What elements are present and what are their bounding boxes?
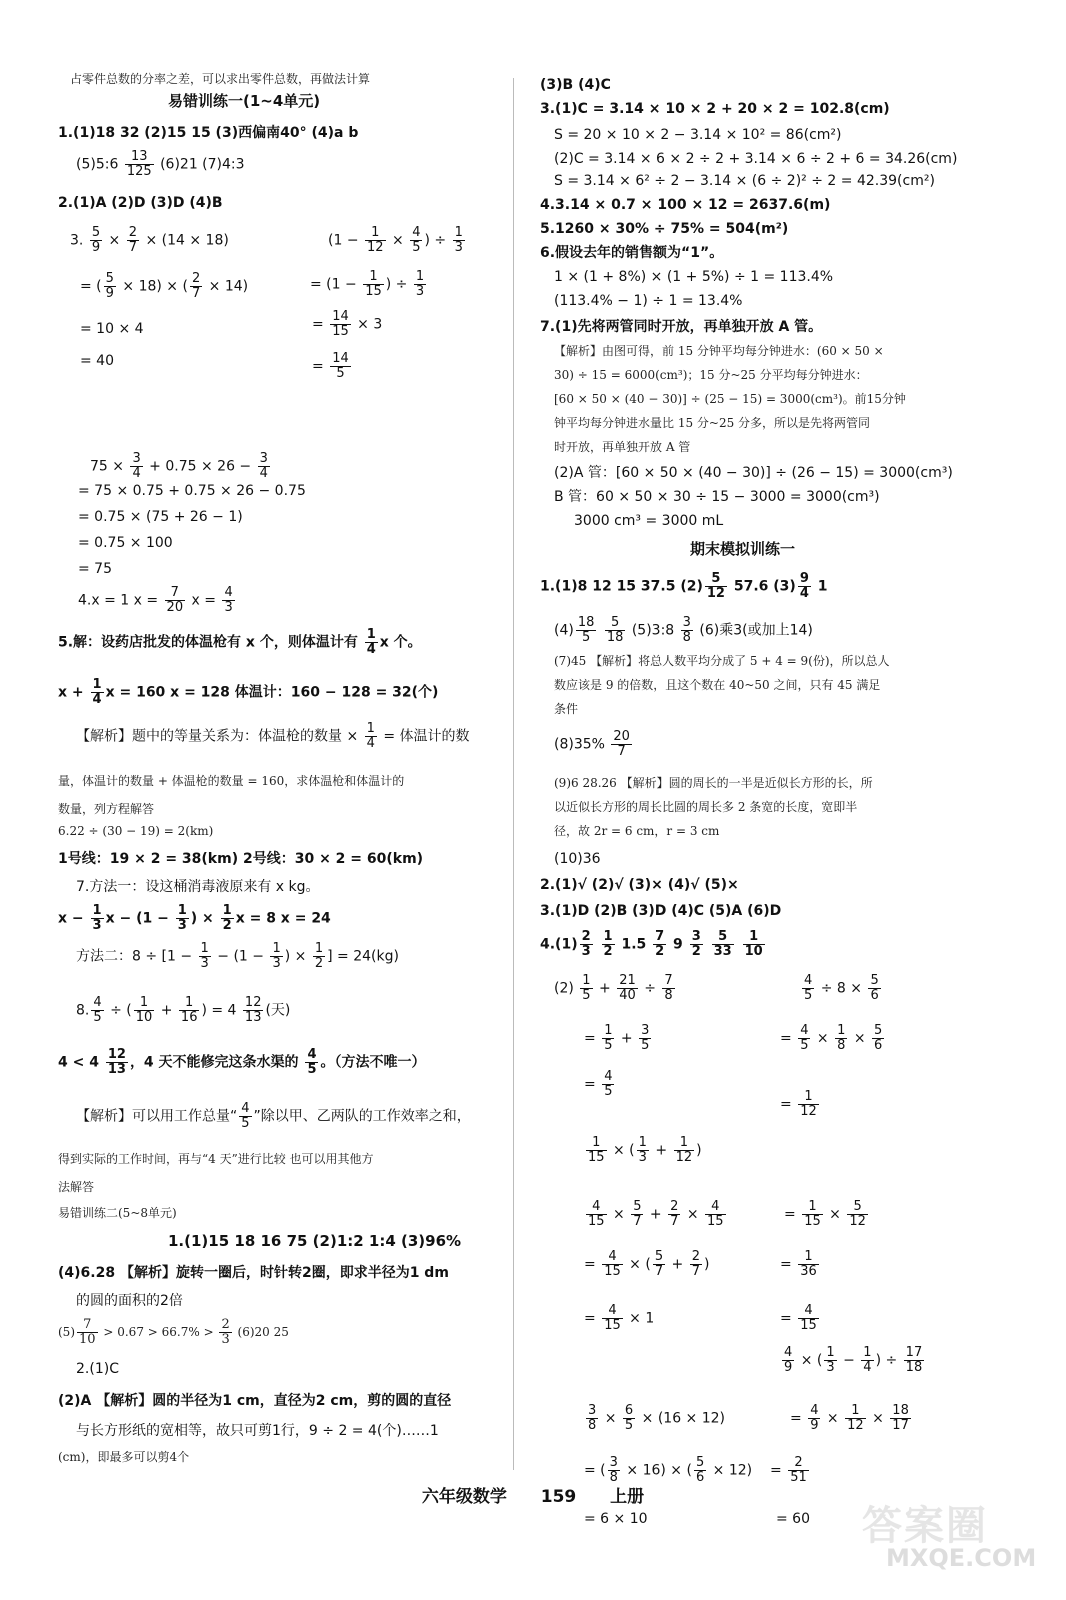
fraction: $\frac{2}{3}$: [581, 929, 591, 959]
fraction: $\frac{1}{15}$: [804, 1199, 821, 1229]
fraction: $\frac{1}{3}$: [92, 903, 102, 933]
left-line: 4 < 4 $\frac{12}{13}$ ，4 天不能修完这条水渠的 $\frac{4}{5}$ 。（方法不唯一）: [58, 1047, 426, 1077]
left-line: (cm)，即最多可以剪4个: [58, 1450, 190, 1464]
fraction: $\frac{2}{7}$: [670, 1199, 679, 1229]
left-line: 方法二：8 ÷ [1 − $\frac{1}{3}$ − (1 − $\frac{1}{3}$ ) × $\frac{1}{2}$ ] = 24(kg): [76, 941, 399, 971]
fraction: $\frac{1}{3}$: [177, 903, 187, 933]
right-line: 2.(1)√ (2)√ (3)× (4)√ (5)×: [540, 877, 739, 893]
right-line: = $\frac{4}{15}$ × 1: [584, 1303, 655, 1333]
left-line: 4.x = 1 x = $\frac{7}{20}$ x = $\frac{4}{3}$: [78, 585, 233, 615]
right-line: = $\frac{1}{12}$: [780, 1089, 817, 1119]
right-line: 6.假设去年的销售额为“1”。: [540, 245, 724, 261]
right-line: $\frac{1}{15}$ × ( $\frac{1}{3}$ + $\frac{1}{12}$ ): [588, 1135, 702, 1165]
left-line: = 0.75 × 100: [78, 535, 173, 551]
fraction: $\frac{4}{15}$: [604, 1303, 621, 1333]
right-line: = 60: [776, 1511, 810, 1527]
left-line: 1.(1)18 32 (2)15 15 (3)西偏南40° (4)a b: [58, 125, 359, 141]
left-line: 得到实际的工作时间，再与“4 天”进行比较 也可以用其他方: [58, 1152, 374, 1166]
right-line: = $\frac{4}{5}$ × $\frac{1}{8}$ × $\frac{5}{6}$: [780, 1023, 883, 1053]
fraction: $\frac{4}{9}$: [784, 1345, 793, 1375]
fraction: $\frac{2}{51}$: [790, 1455, 807, 1485]
right-line: = ( $\frac{3}{8}$ × 16) × ( $\frac{5}{6}$ × 12): [584, 1455, 753, 1485]
fraction: $\frac{1}{12}$: [800, 1089, 817, 1119]
fraction: $\frac{5}{33}$: [713, 929, 732, 959]
left-line: 易错训练一(1~4单元): [168, 92, 321, 110]
right-line: = $\frac{4}{15}$ × ( $\frac{5}{7}$ + $\frac{2}{7}$ ): [584, 1249, 710, 1279]
fraction: $\frac{5}{6}$: [695, 1455, 705, 1485]
fraction: $\frac{1}{36}$: [800, 1249, 817, 1279]
right-line: (113.4% − 1) ÷ 1 = 13.4%: [554, 293, 743, 309]
fraction: $\frac{5}{7}$: [654, 1249, 664, 1279]
left-line: = 10 × 4: [80, 321, 144, 337]
fraction: $\frac{1}{2}$: [314, 941, 324, 971]
left-line: (1 − $\frac{1}{12}$ × $\frac{4}{5}$ ) ÷ $\frac{1}{3}$: [328, 225, 463, 255]
fraction: $\frac{1}{5}$: [604, 1023, 613, 1053]
watermark-logo: [862, 1494, 1058, 1594]
fraction: $\frac{1}{12}$: [847, 1403, 864, 1433]
right-line: 7.(1)先将两管同时开放，再单独开放 A 管。: [540, 319, 823, 335]
left-line: 量，体温计的数量 + 体温枪的数量 = 160，求体温枪和体温计的: [58, 774, 405, 788]
fraction: $\frac{1}{10}$: [135, 995, 153, 1025]
fraction: $\frac{4}{15}$: [588, 1199, 605, 1229]
fraction: $\frac{5}{7}$: [633, 1199, 642, 1229]
fraction: $\frac{3}{8}$: [588, 1403, 597, 1433]
fraction: $\frac{4}{5}$: [307, 1047, 317, 1077]
right-line: 30) ÷ 15 = 6000(cm³)；15 分~25 分平均每分钟进水：: [554, 368, 868, 382]
left-line: = 0.75 × (75 + 26 − 1): [78, 509, 243, 525]
fraction: $\frac{5}{18}$: [606, 615, 624, 645]
right-line: $\frac{3}{8}$ × $\frac{6}{5}$ × (16 × 12): [588, 1403, 726, 1433]
left-line: 6.22 ÷ (30 − 19) = 2(km): [58, 824, 214, 838]
fraction: $\frac{4}{5}$: [800, 1023, 809, 1053]
right-line: (2)C = 3.14 × 6 × 2 ÷ 2 + 3.14 × 6 ÷ 2 + 6 = 34.26(cm): [554, 151, 958, 167]
right-line: (7)45 【解析】将总人数平均分成了 5 + 4 = 9(份)，所以总人: [554, 654, 890, 668]
right-line: 数应该是 9 的倍数，且这个数在 40~50 之间，只有 45 满足: [554, 678, 881, 692]
fraction: $\frac{1}{15}$: [588, 1135, 605, 1165]
right-line: (2)A 管：[60 × 50 × (40 − 30)] ÷ (26 − 15) = 3000(cm³): [554, 465, 953, 481]
fraction: $\frac{1}{4}$: [366, 627, 376, 657]
footer-grade: 六年级数学: [421, 1487, 507, 1507]
right-line: 以近似长方形的周长比圆的周长多 2 条宽的长度，宽即半: [554, 800, 858, 814]
right-line: S = 20 × 10 × 2 − 3.14 × 10² = 86(cm²): [554, 127, 842, 143]
fraction: $\frac{1}{2}$: [603, 929, 613, 959]
fraction: $\frac{7}{10}$: [79, 1317, 96, 1347]
fraction: $\frac{1}{3}$: [826, 1345, 835, 1375]
left-line: 8. $\frac{4}{5}$ ÷ ( $\frac{1}{10}$ + $\frac{1}{16}$ ) = 4 $\frac{12}{13}$ (天): [76, 995, 291, 1025]
left-line: x − $\frac{1}{3}$ x − (1 − $\frac{1}{3}$ ) × $\frac{1}{2}$ x = 8 x = 24: [58, 903, 331, 933]
left-line: (4)6.28 【解析】旋转一圈后，时针转2圈，即求半径为1 dm: [58, 1265, 449, 1281]
right-line: = $\frac{1}{15}$ × $\frac{5}{12}$: [784, 1199, 866, 1229]
fraction: $\frac{4}{5}$: [93, 995, 102, 1025]
fraction: $\frac{7}{20}$: [166, 585, 184, 615]
right-line: 3.(1)C = 3.14 × 10 × 2 + 20 × 2 = 102.8(cm): [540, 101, 890, 117]
left-line: 与长方形纸的宽相等，故只可剪1行，9 ÷ 2 = 4(个)……1: [76, 1423, 439, 1439]
fraction: $\frac{1}{3}$: [638, 1135, 647, 1165]
right-line: 3.(1)D (2)B (3)D (4)C (5)A (6)D: [540, 903, 782, 919]
left-line: = ( $\frac{5}{9}$ × 18) × ( $\frac{2}{7}$ × 14): [80, 271, 249, 301]
left-line: 1.(1)15 18 16 75 (2)1:2 1:4 (3)96%: [168, 1232, 462, 1250]
right-line: = $\frac{1}{36}$: [780, 1249, 817, 1279]
left-line: 5.解：设药店批发的体温枪有 x 个，则体温计有 $\frac{1}{4}$ x 个。: [58, 627, 422, 657]
left-line: x + $\frac{1}{4}$ x = 160 x = 128 体温计：160 − 128 = 32(个): [58, 677, 439, 707]
fraction: $\frac{3}{4}$: [132, 451, 141, 481]
fraction: $\frac{3}{4}$: [259, 451, 268, 481]
fraction: $\frac{18}{5}$: [577, 615, 595, 645]
fraction: $\frac{1}{4}$: [92, 677, 102, 707]
right-line: = $\frac{4}{9}$ × $\frac{1}{12}$ × $\frac{18}{17}$: [790, 1403, 909, 1433]
right-line: (4) $\frac{18}{5}$ $\frac{5}{18}$ (5)3:8 $\frac{3}{8}$ (6)乘3(或加上14): [554, 615, 813, 645]
left-line: 法解答: [58, 1180, 95, 1194]
right-line: (2) $\frac{1}{5}$ + $\frac{21}{40}$ ÷ $\frac{7}{8}$: [554, 973, 673, 1003]
right-line: (9)6 28.26 【解析】圆的周长的一半是近似长方形的长，所: [554, 776, 873, 790]
fraction: $\frac{4}{5}$: [412, 225, 421, 255]
fraction: $\frac{4}{15}$: [800, 1303, 817, 1333]
right-line: 5.1260 × 30% ÷ 75% = 504(m²): [540, 221, 789, 237]
right-line: = 6 × 10: [584, 1511, 648, 1527]
right-line: = $\frac{4}{15}$: [780, 1303, 817, 1333]
fraction: $\frac{7}{2}$: [655, 929, 665, 959]
fraction: $\frac{5}{12}$: [706, 571, 725, 601]
fraction: $\frac{7}{8}$: [664, 973, 673, 1003]
right-line: 时开放，再单独开放 A 管: [554, 440, 691, 454]
right-line: $\frac{4}{15}$ × $\frac{5}{7}$ + $\frac{2}{7}$ × $\frac{4}{15}$: [588, 1199, 724, 1229]
left-line: 【解析】可以用工作总量“ $\frac{4}{5}$ ”除以甲、乙两队的工作效率之和，: [76, 1101, 471, 1131]
fraction: $\frac{4}{9}$: [810, 1403, 819, 1433]
left-line: = $\frac{14}{15}$ × 3: [312, 309, 383, 339]
right-line: 4.3.14 × 0.7 × 100 × 12 = 2637.6(m): [540, 197, 831, 213]
right-line: (3)B (4)C: [540, 77, 611, 93]
fraction: $\frac{5}{6}$: [870, 973, 879, 1003]
right-line: = $\frac{2}{51}$: [770, 1455, 807, 1485]
left-line: 1号线：19 × 2 = 38(km) 2号线：30 × 2 = 60(km): [58, 851, 424, 867]
fraction: $\frac{1}{15}$: [365, 269, 382, 299]
fraction: $\frac{9}{4}$: [799, 571, 809, 601]
left-line: 2.(1)C: [76, 1361, 119, 1377]
fraction: $\frac{2}{7}$: [691, 1249, 701, 1279]
column-divider: [513, 78, 514, 1470]
fraction: $\frac{2}{7}$: [128, 225, 138, 255]
right-line: 4.(1) $\frac{2}{3}$ $\frac{1}{2}$ 1.5 $\frac{7}{2}$ 9 $\frac{3}{2}$ $\frac{5}{33}$ $\frac{1}{10}$: [540, 929, 763, 959]
fraction: $\frac{1}{10}$: [744, 929, 763, 959]
fraction: $\frac{1}{12}$: [675, 1135, 693, 1165]
left-line: = 40: [80, 353, 114, 369]
fraction: $\frac{1}{4}$: [863, 1345, 872, 1375]
left-line: 占零件总数的分率之差，可以求出零件总数，再做法计算: [70, 72, 371, 86]
right-line: [60 × 50 × (40 − 30)] ÷ (25 − 15) = 3000(cm³)。前15分钟: [554, 392, 906, 406]
right-line: 1 × (1 + 8%) × (1 + 5%) ÷ 1 = 113.4%: [554, 269, 834, 285]
left-line: = 75 × 0.75 + 0.75 × 26 − 0.75: [78, 483, 306, 499]
left-line: (5)5:6 $\frac{13}{125}$ (6)21 (7)4:3: [76, 149, 245, 179]
fraction: $\frac{1}{4}$: [366, 721, 375, 751]
right-line: = $\frac{4}{5}$: [584, 1069, 613, 1099]
right-line: $\frac{4}{9}$ × ( $\frac{1}{3}$ − $\frac{1}{4}$ ) ÷ $\frac{17}{18}$: [784, 1345, 923, 1375]
right-line: = $\frac{1}{5}$ + $\frac{3}{5}$: [584, 1023, 650, 1053]
right-line: 期末模拟训练一: [690, 540, 796, 558]
fraction: $\frac{13}{125}$: [126, 149, 152, 179]
fraction: $\frac{5}{9}$: [105, 271, 114, 301]
fraction: $\frac{5}{9}$: [91, 225, 101, 255]
watermark-mark: 答案圈: [862, 1503, 988, 1549]
left-line: = (1 − $\frac{1}{15}$ ) ÷ $\frac{1}{3}$: [310, 269, 425, 299]
fraction: $\frac{3}{2}$: [691, 929, 701, 959]
fraction: $\frac{5}{6}$: [874, 1023, 883, 1053]
left-line: = $\frac{14}{5}$: [312, 351, 349, 381]
right-line: (10)36: [554, 851, 601, 867]
fraction: $\frac{12}{13}$: [244, 995, 262, 1025]
fraction: $\frac{2}{3}$: [221, 1317, 230, 1347]
right-line: 条件: [554, 702, 579, 716]
fraction: $\frac{5}{12}$: [849, 1199, 866, 1229]
fraction: $\frac{4}{5}$: [604, 1069, 613, 1099]
right-line: 径，故 2r = 6 cm，r = 3 cm: [554, 824, 720, 838]
watermark-url: MXQE.COM: [886, 1544, 1037, 1572]
right-line: $\frac{4}{5}$ ÷ 8 × $\frac{5}{6}$: [804, 973, 879, 1003]
fraction: $\frac{20}{7}$: [613, 729, 630, 759]
fraction: $\frac{4}{15}$: [707, 1199, 724, 1229]
left-line: (2)A 【解析】圆的半径为1 cm，直径为2 cm，剪的圆的直径: [58, 1393, 452, 1409]
fraction: $\frac{1}{8}$: [837, 1023, 846, 1053]
fraction: $\frac{4}{15}$: [604, 1249, 621, 1279]
right-line: (8)35% $\frac{20}{7}$: [554, 729, 630, 759]
fraction: $\frac{1}{2}$: [222, 903, 232, 933]
fraction: $\frac{14}{15}$: [332, 309, 349, 339]
fraction: $\frac{4}{5}$: [241, 1101, 250, 1131]
left-line: 数量，列方程解答: [58, 802, 155, 816]
fraction: $\frac{17}{18}$: [905, 1345, 923, 1375]
fraction: $\frac{1}{3}$: [454, 225, 463, 255]
left-line: (5) $\frac{7}{10}$ > 0.67 > 66.7% > $\frac{2}{3}$ (6)20 25: [58, 1317, 289, 1347]
fraction: $\frac{6}{5}$: [624, 1403, 634, 1433]
fraction: $\frac{3}{5}$: [641, 1023, 650, 1053]
right-line: 【解析】由图可得，前 15 分钟平均每分钟进水：(60 × 50 ×: [554, 344, 884, 358]
left-line: 易错训练二(5~8单元): [58, 1206, 177, 1220]
left-line: 【解析】题中的等量关系为：体温枪的数量 × $\frac{1}{4}$ = 体温计的数: [76, 721, 470, 751]
left-line: 75 × $\frac{3}{4}$ + 0.75 × 26 − $\frac{3}{4}$: [90, 451, 268, 481]
left-line: = 75: [78, 561, 112, 577]
fraction: $\frac{1}{3}$: [272, 941, 281, 971]
fraction: $\frac{3}{8}$: [682, 615, 691, 645]
fraction: $\frac{21}{40}$: [619, 973, 636, 1003]
fraction: $\frac{1}{3}$: [200, 941, 209, 971]
fraction: $\frac{1}{5}$: [582, 973, 591, 1003]
fraction: $\frac{14}{5}$: [332, 351, 349, 381]
fraction: $\frac{18}{17}$: [892, 1403, 909, 1433]
fraction: $\frac{12}{13}$: [107, 1047, 126, 1077]
right-line: S = 3.14 × 6² ÷ 2 − 3.14 × (6 ÷ 2)² ÷ 2 = 42.39(cm²): [554, 173, 935, 189]
fraction: $\frac{2}{7}$: [191, 271, 201, 301]
left-line: 的圆的面积的2倍: [76, 1293, 183, 1309]
left-line: 2.(1)A (2)D (3)D (4)B: [58, 195, 223, 211]
right-line: 1.(1)8 12 15 37.5 (2) $\frac{5}{12}$ 57.6 (3) $\frac{9}{4}$ 1: [540, 571, 828, 601]
right-line: B 管：60 × 50 × 30 ÷ 15 − 3000 = 3000(cm³): [554, 489, 880, 505]
fraction: $\frac{3}{8}$: [609, 1455, 618, 1485]
fraction: $\frac{1}{12}$: [367, 225, 384, 255]
footer-volume: 上册: [610, 1487, 645, 1507]
left-line: 3. $\frac{5}{9}$ × $\frac{2}{7}$ × (14 × 18): [70, 225, 229, 255]
right-line: 钟平均每分钟进水量比 15 分~25 分多，所以是先将两管同: [554, 416, 871, 430]
fraction: $\frac{4}{5}$: [804, 973, 813, 1003]
right-line: 3000 cm³ = 3000 mL: [574, 513, 724, 529]
fraction: $\frac{1}{3}$: [415, 269, 425, 299]
fraction: $\frac{4}{3}$: [224, 585, 233, 615]
left-line: 7.方法一：设这桶消毒液原来有 x kg。: [76, 879, 320, 895]
fraction: $\frac{1}{16}$: [180, 995, 198, 1025]
page-number: 159: [540, 1487, 577, 1507]
